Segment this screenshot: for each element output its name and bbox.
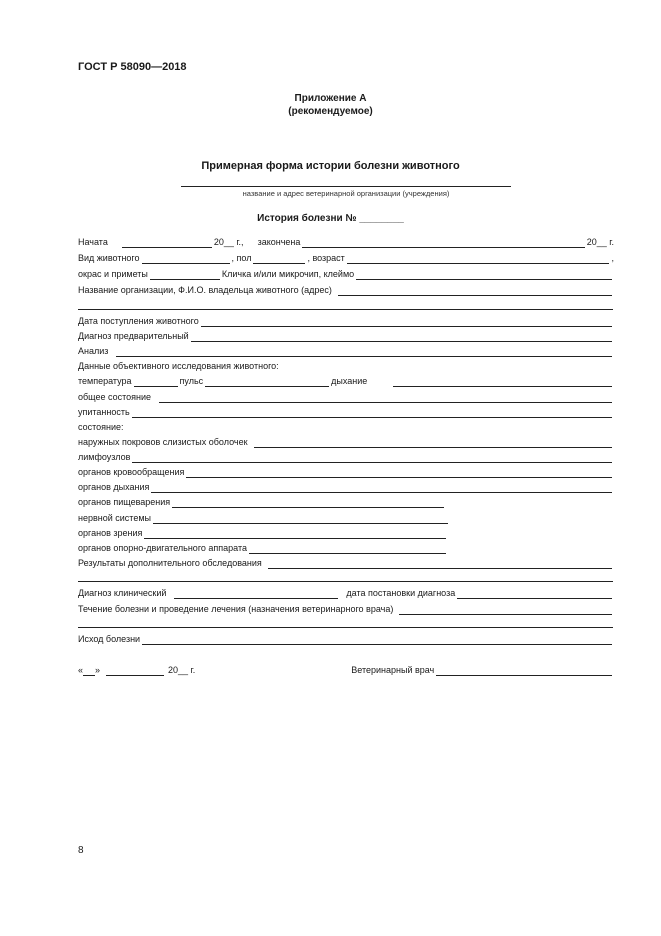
row-anamnesis [78, 345, 614, 357]
sex-line[interactable] [253, 253, 305, 264]
row-locomotor [78, 542, 448, 554]
month-line[interactable] [106, 665, 164, 676]
row-digestion [78, 496, 446, 508]
state-label: состояние: [78, 422, 124, 432]
circulation-line[interactable] [186, 467, 612, 478]
appendix-heading [0, 92, 661, 118]
locomotor-label: органов опорно-двигательного аппарата [78, 543, 248, 553]
sex-label: , пол [231, 253, 252, 263]
nervous-label: нервной системы [78, 513, 151, 523]
sign-year: 20__ г. [168, 665, 196, 675]
finished-label: закончена [257, 237, 301, 247]
additional-line[interactable] [268, 558, 612, 569]
date-close-quote: » [95, 665, 101, 675]
additional-label: Результаты дополнительного обследования [78, 558, 262, 568]
age-line[interactable] [347, 253, 610, 264]
appendix-title: Приложение А [294, 93, 367, 104]
row-outcome [78, 633, 614, 645]
skin-line[interactable] [254, 437, 612, 448]
start-year: 20__ г., [213, 237, 244, 247]
form-title: Примерная форма истории болезни животного [201, 160, 460, 172]
row-nervous [78, 512, 450, 524]
end-year: 20__ г. [586, 237, 614, 247]
row-prelim [78, 330, 614, 342]
org-caption: название и адрес ветеринарной организации (учреждения) [242, 189, 450, 198]
row-skin [78, 436, 614, 448]
prelim-label: Диагноз предварительный [78, 331, 189, 341]
marks-line[interactable] [150, 269, 220, 280]
locomotor-line[interactable] [249, 543, 446, 554]
vision-label: органов зрения [78, 528, 143, 538]
row-lymph [78, 451, 614, 463]
anamnesis-label: Анализ [78, 346, 109, 356]
owner-label: Название организации, Ф.И.О. владельца животного (адрес) [78, 285, 332, 295]
marks-label: окрас и приметы [78, 269, 148, 279]
diagnosis-date-line[interactable] [457, 588, 612, 599]
nutrition-label: упитанность [78, 407, 130, 417]
diagnosis-date-label: дата постановки диагноза [346, 588, 456, 598]
row-admission [78, 315, 614, 327]
day-line[interactable] [83, 665, 95, 676]
digestion-label: органов пищеварения [78, 497, 171, 507]
course-line[interactable] [399, 604, 612, 615]
breath-line[interactable] [393, 376, 612, 387]
pulse-label: пульс [179, 376, 204, 386]
age-comma: , [611, 253, 614, 263]
outcome-label: Исход болезни [78, 634, 141, 644]
standard-header: ГОСТ Р 58090—2018 [78, 61, 187, 73]
row-additional [78, 557, 614, 569]
outcome-line[interactable] [142, 634, 612, 645]
row-state [78, 421, 614, 433]
objective-label: Данные объективного исследования животного: [78, 361, 279, 371]
pulse-line[interactable] [205, 376, 329, 387]
row-general [78, 391, 614, 403]
row-vitals [78, 375, 614, 387]
row-objective [78, 360, 614, 372]
additional-line-2[interactable] [78, 581, 613, 582]
vet-signature-line[interactable] [436, 665, 612, 676]
page-number: 8 [78, 845, 84, 856]
digestion-line[interactable] [172, 497, 444, 508]
general-line[interactable] [159, 392, 612, 403]
start-date-line[interactable] [122, 237, 212, 248]
skin-label: наружных покровов слизистых оболочек [78, 437, 248, 447]
row-course [78, 603, 614, 615]
respiration-label: органов дыхания [78, 482, 150, 492]
nervous-line[interactable] [153, 513, 448, 524]
lymph-line[interactable] [132, 452, 612, 463]
temperature-label: температура [78, 376, 132, 386]
general-label: общее состояние [78, 392, 151, 402]
row-vision [78, 527, 448, 539]
course-label: Течение болезни и проведение лечения (назначения ветеринарного врача) [78, 604, 394, 614]
anamnesis-line[interactable] [116, 346, 612, 357]
appendix-subtitle: (рекомендуемое) [288, 106, 373, 117]
clinical-line[interactable] [174, 588, 338, 599]
row-nutrition [78, 406, 614, 418]
row-signature [78, 664, 614, 676]
owner-line[interactable] [338, 285, 612, 296]
org-name-line[interactable] [181, 186, 511, 187]
row-species [78, 252, 614, 264]
row-dates [78, 236, 614, 248]
row-clinical [78, 587, 614, 599]
row-circulation [78, 466, 614, 478]
row-marks [78, 268, 614, 280]
admission-line[interactable] [201, 316, 612, 327]
history-title: История болезни № ________ [257, 213, 404, 224]
course-line-2[interactable] [78, 627, 613, 628]
vet-label: Ветеринарный врач [351, 665, 435, 675]
date-open-quote: « [78, 665, 84, 675]
circulation-label: органов кровообращения [78, 467, 185, 477]
finished-date-line[interactable] [302, 237, 584, 248]
age-label: , возраст [307, 253, 345, 263]
row-owner [78, 284, 614, 296]
species-line[interactable] [142, 253, 230, 264]
vision-line[interactable] [144, 528, 446, 539]
lymph-label: лимфоузлов [78, 452, 131, 462]
nickname-label: Кличка и/или микрочип, клеймо [221, 269, 355, 279]
prelim-line[interactable] [191, 331, 612, 342]
owner-line-2[interactable] [78, 309, 613, 310]
breath-label: дыхание [331, 376, 368, 386]
start-label: Начата [78, 237, 108, 247]
species-label: Вид животного [78, 253, 140, 263]
nutrition-line[interactable] [132, 407, 612, 418]
admission-label: Дата поступления животного [78, 316, 199, 326]
row-respiration [78, 481, 614, 493]
respiration-line[interactable] [151, 482, 612, 493]
temperature-line[interactable] [134, 376, 178, 387]
clinical-label: Диагноз клинический [78, 588, 167, 598]
nickname-line[interactable] [356, 269, 612, 280]
